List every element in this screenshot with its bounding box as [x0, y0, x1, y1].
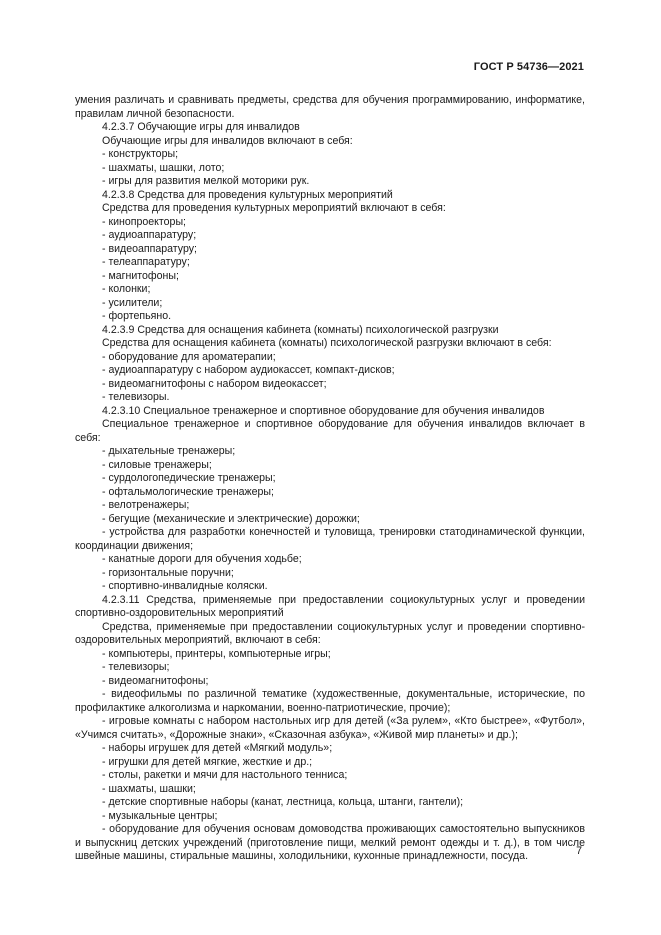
text-line: - аудиоаппаратуру с набором аудиокассет, компакт-дисков; [102, 364, 395, 376]
text-line: - сурдологопедические тренажеры; [102, 472, 276, 484]
text-line: - детские спортивные наборы (канат, лестница, кольца, штанги, гантели); [102, 796, 464, 808]
text-line: - телевизоры. [102, 391, 170, 403]
text-line: - спортивно-инвалидные коляски. [102, 580, 268, 592]
text-line: - телевизоры; [102, 661, 170, 673]
text-line: - игры для развития мелкой моторики рук. [102, 175, 310, 187]
text-line: 4.2.3.9 Средства для оснащения кабинета (комнаты) психологической разгрузки [102, 323, 499, 336]
text-line: - шахматы, шашки; [102, 782, 196, 795]
text-line: - оборудование для обучения основам домоводства проживающих самостоятельно выпускников и выпускниц детских учреждений (приготовление пищи, мелкий ремонт одежды и т. д.), в том числе швейные машины, стиральные машины, холодильники, кухонные принадлежности, посуда. [75, 823, 585, 862]
text-line: - шахматы, шашки, лото; [102, 161, 225, 174]
text-line: Средства для оснащения кабинета (комнаты) психологической разгрузки включают в себя: [102, 337, 552, 349]
text-line: - дыхательные тренажеры; [102, 445, 236, 457]
text-line: - устройства для разработки конечностей и туловища, тренировки статодинамической функции, координации движения; [75, 526, 585, 552]
text-line: - видеомагнитофоны с набором видеокассет; [102, 377, 327, 390]
text-line: - игровые комнаты с набором настольных игр для детей («За рулем», «Кто быстрее», «Футбол», «Учимся считать», «Дорожные знаки», «Сказочная азбука», «Живой мир планеты» и др.); [75, 715, 585, 741]
text-line: - компьютеры, принтеры, компьютерные игры; [102, 647, 331, 660]
text-line: - игрушки для детей мягкие, жесткие и др.; [102, 755, 313, 768]
text-line: - велотренажеры; [102, 499, 190, 511]
text-line: - горизонтальные поручни; [102, 566, 234, 579]
document-code-header: ГОСТ Р 54736—2021 [473, 61, 584, 73]
text-line: - наборы игрушек для детей «Мягкий модуль»; [102, 742, 333, 754]
text-line: - конструкторы; [102, 148, 179, 160]
text-line: 4.2.3.7 Обучающие игры для инвалидов [102, 121, 300, 133]
text-line: - видеоаппаратуру; [102, 242, 197, 255]
document-body [75, 94, 585, 864]
text-line: - оборудование для ароматерапии; [102, 350, 276, 363]
text-line: - фортепьяно. [102, 310, 172, 322]
text-line: - столы, ракетки и мячи для настольного тенниса; [102, 769, 348, 781]
text-line: Специальное тренажерное и спортивное оборудование для обучения инвалидов включает в себя: [75, 418, 585, 444]
text-line: - офтальмологические тренажеры; [102, 485, 274, 498]
text-line: Средства, применяемые при предоставлении социокультурных услуг и проведении спортивно-оздоровительных мероприятий, включают в себя: [75, 620, 585, 646]
text-line: - усилители; [102, 296, 163, 309]
page-number: 7 [576, 845, 582, 857]
text-line: 4.2.3.10 Специальное тренажерное и спортивное оборудование для обучения инвалидов [102, 404, 545, 417]
text-line: - музыкальные центры; [102, 809, 218, 822]
text-line: 4.2.3.11 Средства, применяемые при предоставлении социокультурных услуг и проведении спортивно-оздоровительных мероприятий [75, 593, 585, 619]
text-line: - видеомагнитофоны; [102, 674, 209, 687]
text-line: - силовые тренажеры; [102, 458, 212, 471]
text-line: - видеофильмы по различной тематике (художественные, документальные, исторические, по профилактике алкоголизма и наркомании, военно-патриотические, прочие); [75, 688, 585, 714]
text-line: - магнитофоны; [102, 269, 179, 282]
text-line: - колонки; [102, 283, 151, 295]
text-line: - кинопроекторы; [102, 215, 187, 228]
text-line: - телеаппаратуру; [102, 256, 190, 268]
text-line: - канатные дороги для обучения ходьбе; [102, 553, 302, 565]
text-line: умения различать и сравнивать предметы, средства для обучения программированию, информатике, правилам личной безопасности. [75, 94, 585, 120]
text-line: - аудиоаппаратуру; [102, 229, 197, 241]
text-line: Средства для проведения культурных мероприятий включают в себя: [102, 202, 446, 214]
text-line: Обучающие игры для инвалидов включают в себя: [102, 134, 353, 147]
text-line: - бегущие (механические и электрические) дорожки; [102, 512, 360, 525]
text-line: 4.2.3.8 Средства для проведения культурных мероприятий [102, 188, 393, 201]
